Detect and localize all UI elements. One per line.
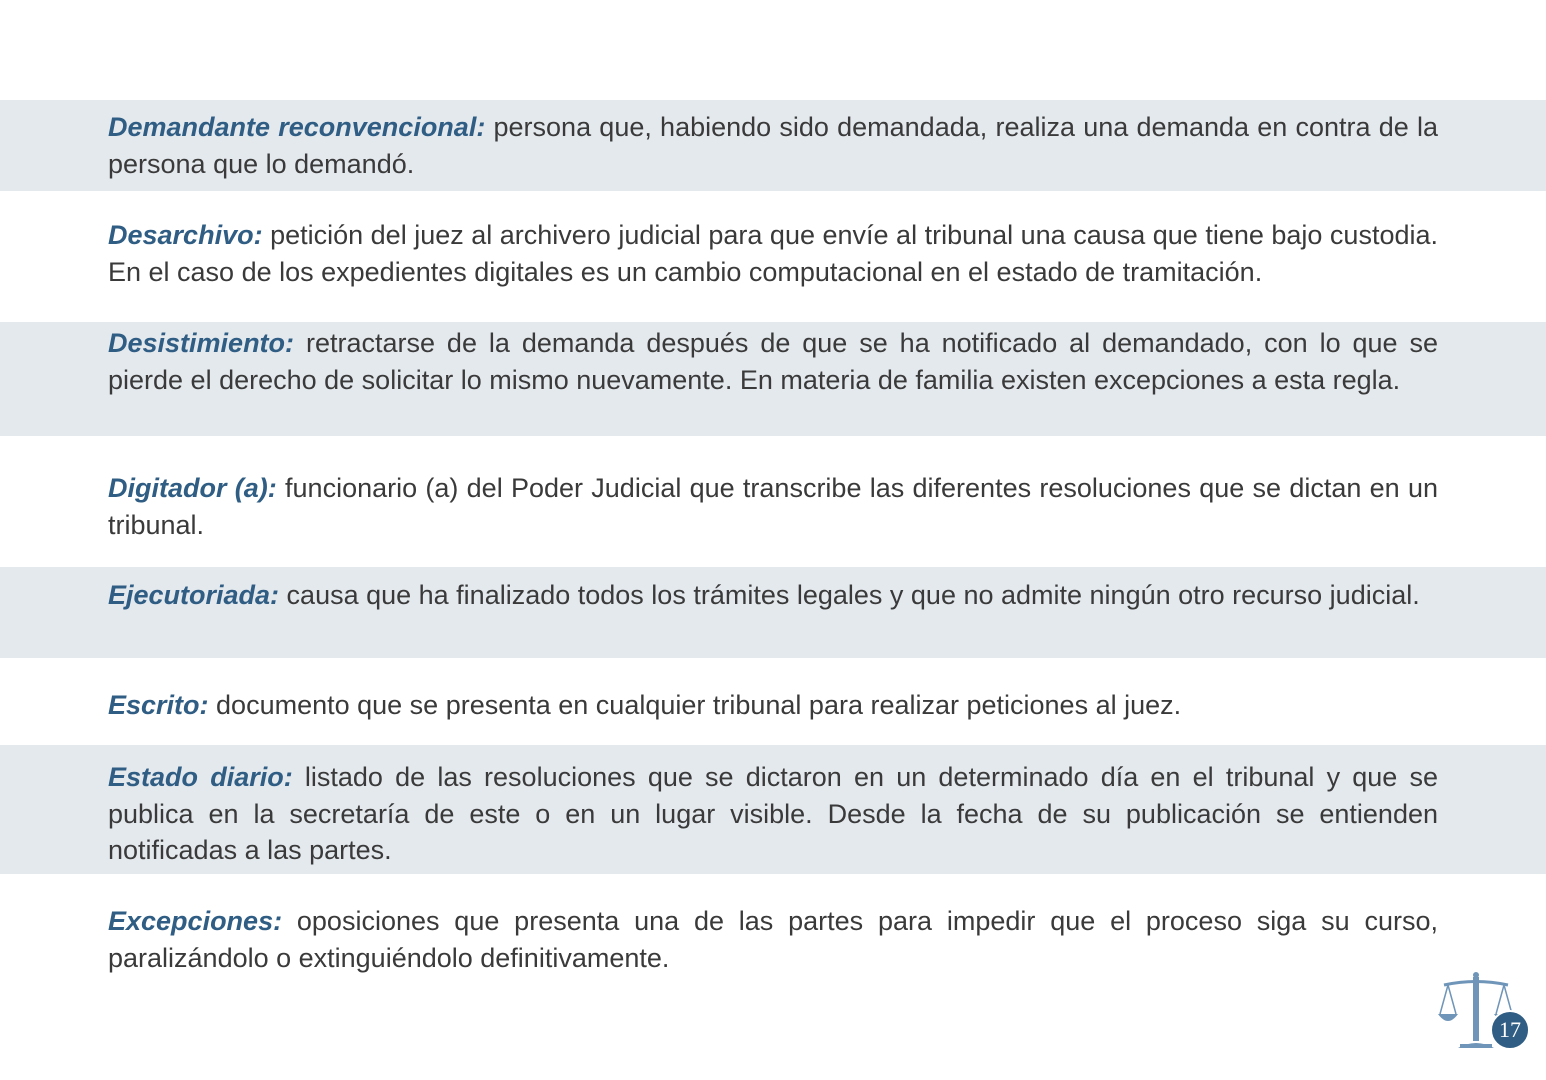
glossary-entry-digitador bbox=[0, 436, 1546, 567]
entry-term: Excepciones: bbox=[108, 906, 283, 936]
page-number: 17 bbox=[1490, 1010, 1530, 1050]
entry-definition: causa que ha finalizado todos los trámites legales y que no admite ningún otro recurso judicial. bbox=[279, 580, 1420, 610]
glossary-entry-estado-diario bbox=[0, 745, 1546, 874]
glossary-entry-escrito bbox=[0, 658, 1546, 745]
entry-term: Escrito: bbox=[108, 690, 209, 720]
glossary-entry-ejecutoriada bbox=[0, 567, 1546, 658]
entry-definition: funcionario (a) del Poder Judicial que transcribe las diferentes resoluciones que se dictan en un tribunal. bbox=[108, 473, 1438, 540]
entry-definition: listado de las resoluciones que se dictaron en un determinado día en el tribunal y que se publica en la secretaría de este o en un lugar visible. Desde la fecha de su publicación se entienden notificadas a las partes. bbox=[108, 762, 1439, 865]
entry-term: Digitador (a): bbox=[108, 473, 277, 503]
entry-term: Desistimiento: bbox=[108, 328, 295, 358]
entry-definition: persona que, habiendo sido demandada, realiza una demanda en contra de la persona que lo demandó. bbox=[108, 112, 1438, 179]
entry-text bbox=[108, 577, 1438, 614]
glossary-entry-demandante-reconvencional bbox=[0, 100, 1546, 191]
glossary-entry-desistimiento bbox=[0, 322, 1546, 436]
entry-text bbox=[108, 325, 1438, 398]
entry-term: Ejecutoriada: bbox=[108, 580, 280, 610]
entry-definition: retractarse de la demanda después de que se ha notificado al demandado, con lo que se pierde el derecho de solicitar lo mismo nuevamente. En materia de familia existen excepciones a esta regla. bbox=[108, 328, 1438, 395]
glossary-entry-excepciones bbox=[0, 874, 1546, 974]
entry-text bbox=[108, 109, 1438, 182]
entry-term: Desarchivo: bbox=[108, 220, 263, 250]
entry-text bbox=[108, 687, 1438, 724]
entry-term: Estado diario: bbox=[108, 762, 293, 792]
entry-text bbox=[108, 470, 1438, 543]
entry-text bbox=[108, 903, 1438, 976]
glossary-entry-desarchivo bbox=[0, 191, 1546, 322]
entry-text bbox=[108, 217, 1438, 290]
entry-term: Demandante reconvencional: bbox=[108, 112, 486, 142]
entry-definition: petición del juez al archivero judicial para que envíe al tribunal una causa que tiene bajo custodia. En el caso de los expedientes digitales es un cambio computacional en el estado de tramitación. bbox=[108, 220, 1438, 287]
entry-text bbox=[108, 759, 1438, 869]
entry-definition: documento que se presenta en cualquier tribunal para realizar peticiones al juez. bbox=[208, 690, 1182, 720]
entry-definition: oposiciones que presenta una de las partes para impedir que el proceso siga su curso, paralizándolo o extinguiéndolo definitivamente. bbox=[108, 906, 1438, 973]
